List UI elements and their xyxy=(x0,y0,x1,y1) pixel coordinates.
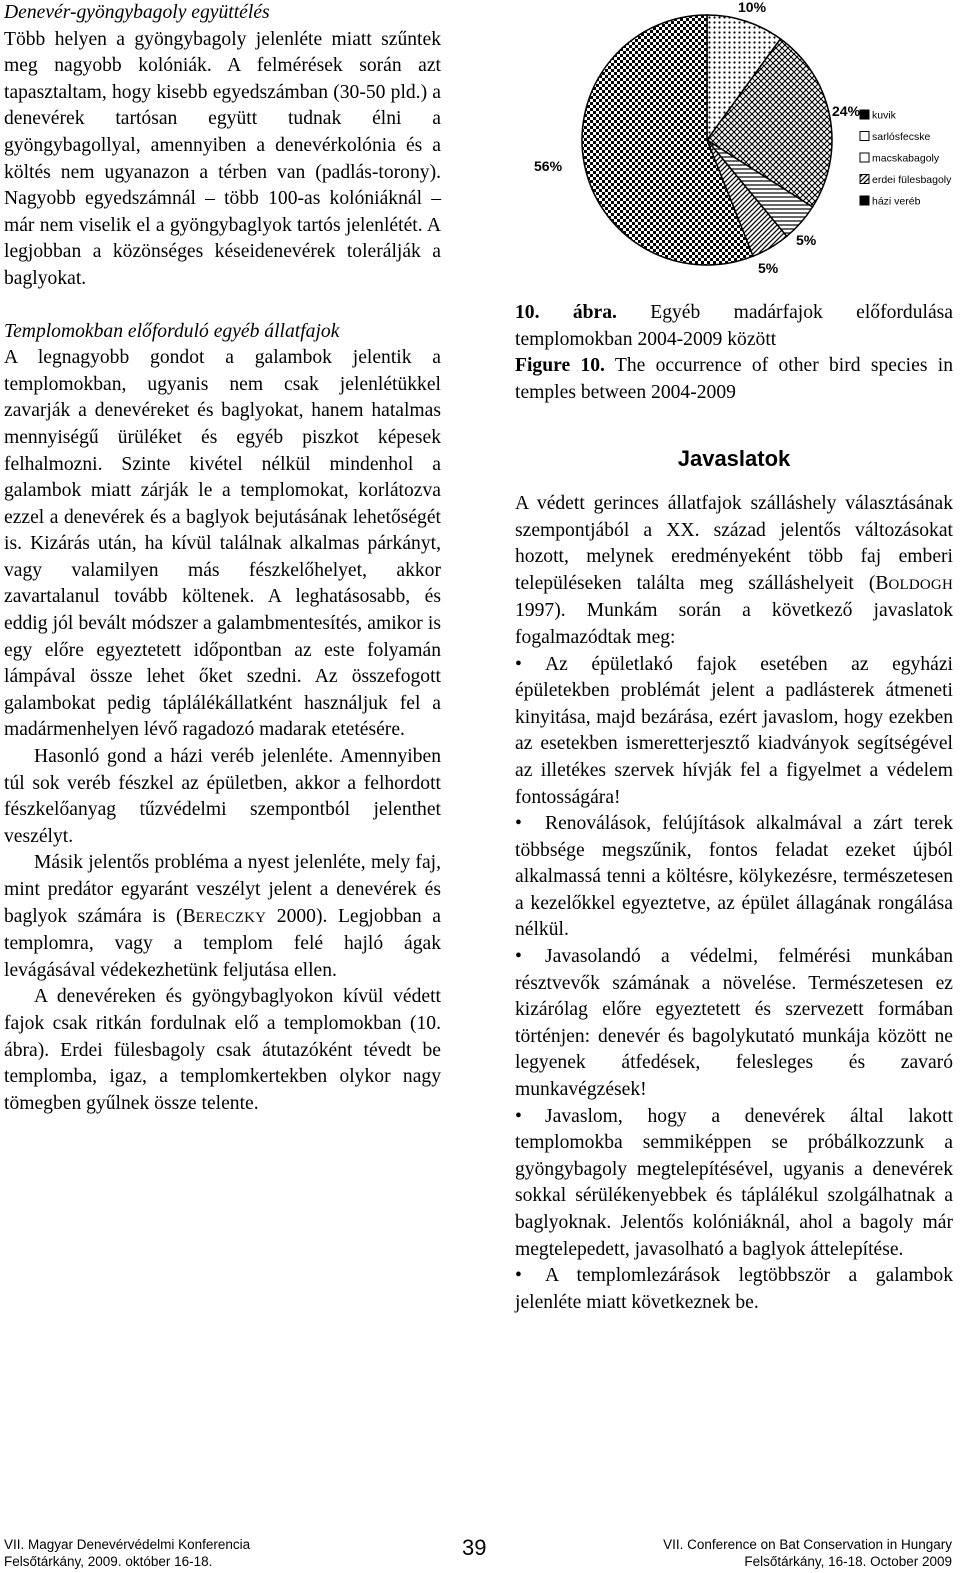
right-column xyxy=(515,300,953,1316)
legend-label: kuvik xyxy=(872,109,896,122)
paragraph-pigeons: A legnagyobb gondot a galambok jelentik a templomokban, ugyanis nem csak jelenlétükkel zavarják a denevéreket és baglyokat, hanem hatalmas mennyiségű ürüléket és egyéb piszkot képesek felhalmozni. Szinte kivétel nélkül mindenhol a galambok miatt zárják le a templomokat, korlátozva ezzel a denevérek és a baglyok bejutásának lehetőségét is. Kizárás után, ha kívül találnak alkalmas párkányt, vagy valamilyen más fészkelőhelyet, akkor zavartalanul tovább költenek. A leghatásosabb, és eddig jól bevált módszer a galambmentesítés, amikor is egy előre egyeztetett időpontban az este folyamán lámpával össze lehet őket szedni. Az összefogott galambokat pedig táplálékállatként használjuk fel a madármenhelyen lévő ragadozó madarak etetésére. xyxy=(4,347,441,741)
legend-label: sarlósfecske xyxy=(872,131,931,143)
pie-data-label: 24% xyxy=(832,103,861,119)
paragraph-marten: Másik jelentős probléma a nyest jelenléte, mely faj, mint predátor egyaránt veszélyt jelent a denevérek és baglyok számára is (BERECZKY 2000). Legjobban a templomra, vagy a templom felé hajló ágak levágásával védekezhetünk feljutása ellen. xyxy=(4,852,441,981)
legend-label: házi veréb xyxy=(872,195,921,208)
bullet-item: • Javaslom, hogy a denevérek által lakott templomokba semmiképpen se próbálkozzunk a gyöngybagoly megtelepítésével, ugyanis a denevérek sokkal sérülékenyebbek és táplálékul szolgálhatnak a baglyoknak. Jelentős kolóniáknál, ahol a bagoly már megtelepedett, javasolható a baglyok áttelepítése. xyxy=(515,1104,953,1264)
figure-caption-hu: 10. ábra. Egyéb madárfajok előfordulása templomokban 2004-2009 között xyxy=(515,302,953,350)
footer-location-en: Felsőtárkány, 16-18. October 2009 xyxy=(744,1554,952,1569)
section-title-other-species: Templomokban előforduló egyéb állatfajok xyxy=(4,320,340,342)
legend-label: macskabagoly xyxy=(872,152,940,165)
bullet-item: • Az épületlakó fajok esetében az egyházi épületekben problémát jelent a padlásterek átmeneti kinyitása, majd bezárása, ezért javaslom, hogy ezekben az esetekben ismeretterjesztő kiadványok segítségével az illetékes szervek hívják fel a figyelmet a védelem fontosságára! xyxy=(515,652,953,812)
pie-slices xyxy=(582,15,832,265)
paragraph-bat-owl: Több helyen a gyöngybagoly jelenléte miatt szűntek meg nagyobb kolóniák. A felmérések során azt tapasztaltam, hogy kisebb egyedszámban (30-50 pld.) a denevérek tartósan együtt tudnak élni a gyöngybagollyal, amennyiben a denevérkolónia és a költés nem ugyanazon a térben van (padlás-torony). Nagyobb egyedszámnál – több 100-as kolóniáknál – már nem viselik el a gyöngybaglyok tartós jelenlétét. A legjobban a közönséges késeidenevérek tolerálják a baglyokat. xyxy=(4,28,441,289)
left-column xyxy=(4,0,441,1117)
footer-conference-hu: VII. Magyar Denevérvédelmi Konferencia xyxy=(4,1537,251,1552)
pie-data-label: 56% xyxy=(534,158,563,174)
paragraph-recommendations-intro: A védett gerinces állatfajok szálláshely választásának szempontjából a XX. század jelentős változásokat hozott, melynek eredményeként több faj emberi településeken találta meg szálláshelyeit (BOLDOGH 1997). Munkám során a következő javaslatok fogalmazódtak meg: xyxy=(515,492,953,648)
section-title-bat-owl: Denevér-gyöngybagoly együttélés xyxy=(4,2,270,23)
paragraph-protected-species: A denevéreken és gyöngybaglyokon kívül védett fajok csak ritkán fordulnak elő a templomokban (10. ábra). Erdei fülesbagoly csak átutazóként tévedt be templomba, igaz, a templomkertekben olykor nagy tömegben gyűlnek össze telente. xyxy=(4,986,441,1114)
legend-swatch xyxy=(860,132,869,141)
page-number: 39 xyxy=(462,1535,487,1560)
section-heading-recommendations: Javaslatok xyxy=(677,446,791,472)
pie-data-label: 5% xyxy=(796,232,817,248)
footer-location-hu: Felsőtárkány, 2009. október 16-18. xyxy=(4,1554,213,1569)
legend-swatch xyxy=(860,110,869,119)
pie-data-label: 10% xyxy=(738,0,767,15)
legend-swatch xyxy=(860,196,869,205)
footer-conference-en: VII. Conference on Bat Conservation in Hungary xyxy=(663,1537,952,1552)
bullet-item: • A templomlezárások legtöbbször a galambok jelenléte miatt következnek be. xyxy=(515,1263,953,1316)
legend-swatch xyxy=(860,153,869,162)
paragraph-sparrow: Hasonló gond a házi veréb jelenléte. Amennyiben túl sok veréb fészkel az épületben, akkor a felhordott fészkelőanyag tűzvédelmi szempontból jelenthet veszélyt. xyxy=(4,746,441,847)
legend-label: erdei fülesbagoly xyxy=(872,174,952,186)
figure-caption-en: Figure 10. The occurrence of other bird species in temples between 2004-2009 xyxy=(515,355,953,403)
legend-swatch xyxy=(860,175,869,184)
bullet-item: • Javasolandó a védelmi, felmérési munkában résztvevők számának a növelése. Természetesen ez kizárólag előre egyeztetett és szervezett formában történjen: denevér és bagolykutató munkája között ne legyenek átfedések, felesleges és zavaró munkavégzések! xyxy=(515,944,953,1104)
bullet-item: • Renoválások, felújítások alkalmával a zárt terek többsége megszűnik, fontos feladat ezeket újból alkalmassá tenni a költésre, kölykezésre, természetesen a kezelőkkel egyeztetve, az épület állagának rongálása nélkül. xyxy=(515,811,953,944)
pie-data-label: 5% xyxy=(758,260,779,276)
chart-legend xyxy=(860,110,952,208)
footer-left xyxy=(4,1536,250,1570)
footer-right xyxy=(663,1536,952,1570)
pie-chart xyxy=(512,0,957,290)
